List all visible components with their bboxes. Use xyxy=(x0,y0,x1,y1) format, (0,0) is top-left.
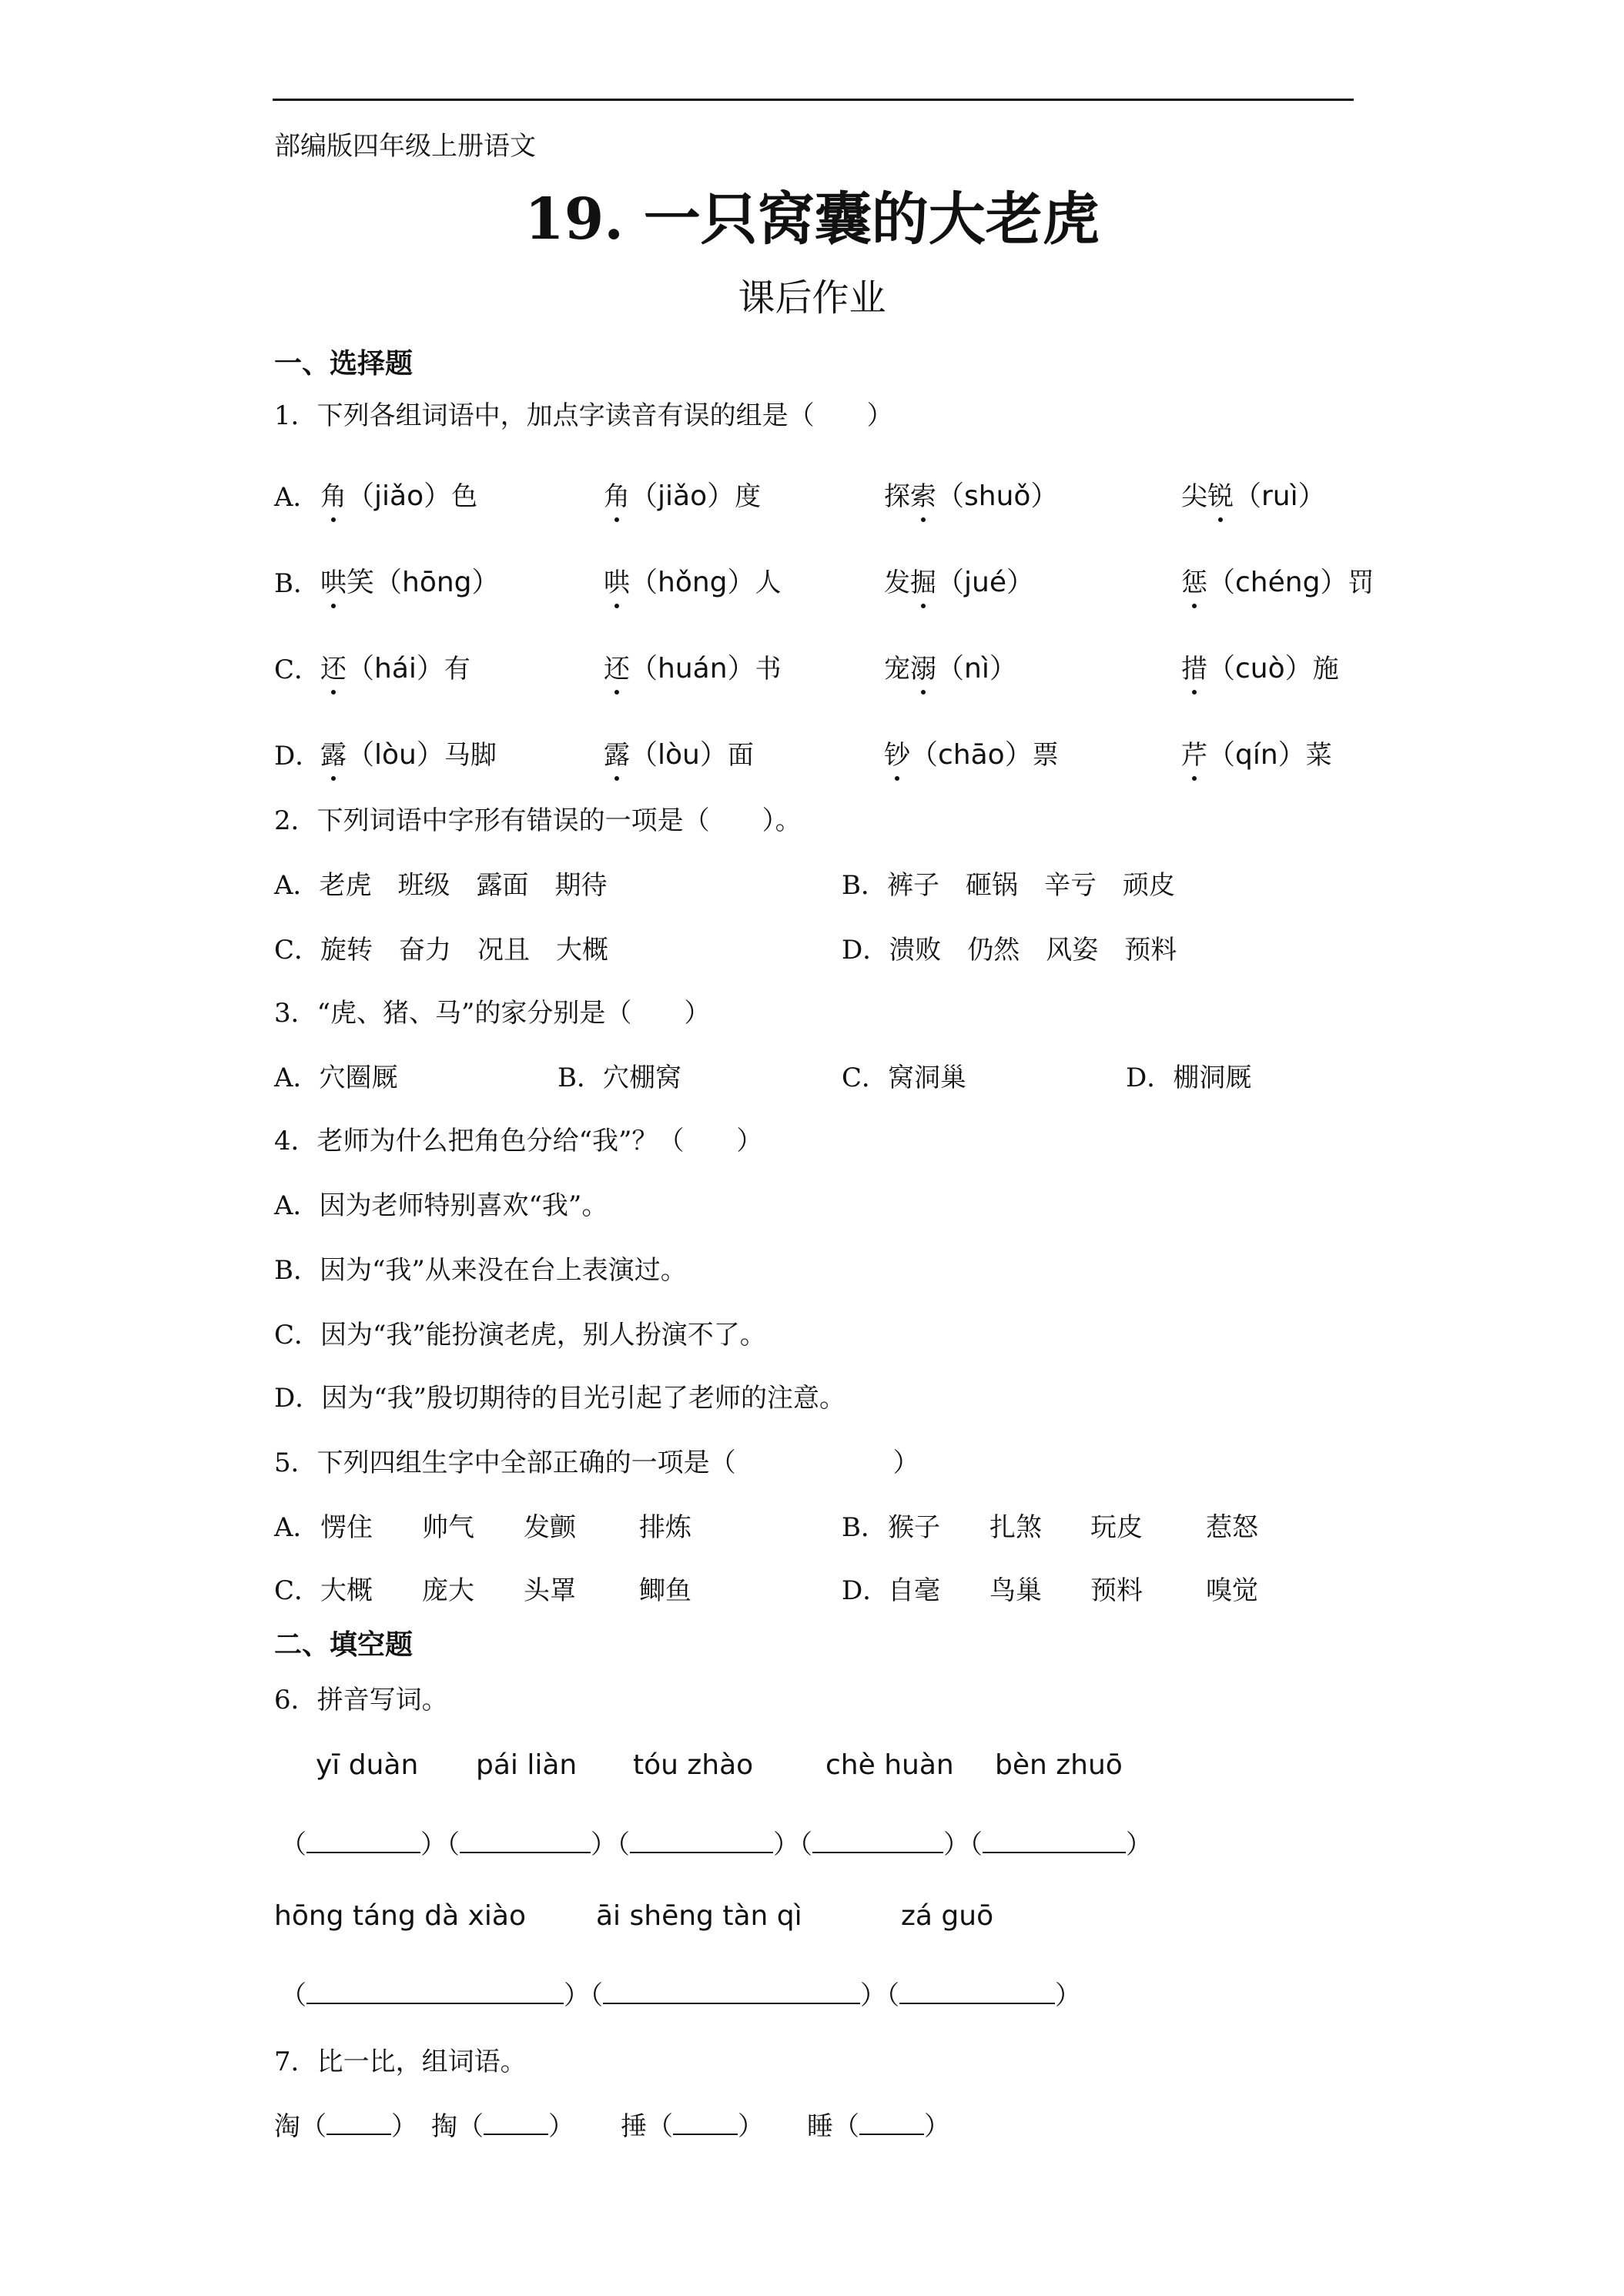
compare-item xyxy=(274,2105,417,2143)
paren-close: ）（ xyxy=(564,1980,603,2011)
option-word: 头罩 xyxy=(524,1575,576,1606)
pinyin-reading: （lòu） xyxy=(630,739,728,771)
option-label: B． xyxy=(274,568,320,599)
option-word: 排炼 xyxy=(639,1512,691,1543)
option-word: 鲫鱼 xyxy=(639,1575,691,1606)
question-5-stem: 5．下列四组生字中全部正确的一项是（ ） xyxy=(274,1448,919,1478)
answer-blank[interactable] xyxy=(326,2110,391,2135)
pinyin-prompt: yī duàn xyxy=(316,1749,419,1781)
option-word: 发颤 xyxy=(524,1512,576,1543)
option-label: D． xyxy=(274,741,322,771)
pinyin-reading: （hái） xyxy=(347,653,444,684)
dotted-character: 还 xyxy=(320,648,347,685)
option-word: 帅气 xyxy=(422,1512,474,1543)
pinyin-reading: （chāo） xyxy=(910,739,1033,771)
compare-item xyxy=(807,2105,950,2143)
section-heading-choice: 一、选择题 xyxy=(274,347,414,380)
item-suffix: 度 xyxy=(735,481,762,512)
question-3-option-c: C．窝洞巢 xyxy=(842,1063,967,1093)
answer-blank[interactable] xyxy=(306,1829,420,1853)
pinyin-reading: （chéng） xyxy=(1207,567,1348,598)
doc-header: 部编版四年级上册语文 xyxy=(274,131,536,162)
paren-close: ）（ xyxy=(420,1829,460,1860)
pinyin-reading: （hǒng） xyxy=(630,567,755,598)
compare-item xyxy=(431,2105,574,2143)
item-suffix: 书 xyxy=(755,654,782,684)
pronunciation-item xyxy=(1181,733,1332,772)
pinyin-prompt: chè huàn xyxy=(825,1749,954,1781)
dotted-character: 掘 xyxy=(910,561,936,599)
option-word: 惹怒 xyxy=(1206,1512,1258,1543)
compare-character: 掏 xyxy=(431,2111,457,2142)
item-prefix: 探 xyxy=(884,481,910,512)
paren-open: （ xyxy=(457,2111,484,2142)
pronunciation-item xyxy=(1181,561,1374,600)
question-2-option-c: C．旋转 奋力 况且 大概 xyxy=(274,935,609,966)
question-3-option-a: A．穴圈厩 xyxy=(274,1063,398,1093)
pronunciation-item xyxy=(884,733,1059,772)
question-4-stem: 4．老师为什么把角色分给“我”？（ ） xyxy=(274,1126,763,1156)
page-title: 19. 一只窝囊的大老虎 xyxy=(524,186,1100,253)
pinyin-prompt: tóu zhào xyxy=(633,1749,754,1781)
dotted-character: 角 xyxy=(604,475,630,513)
answer-blank[interactable] xyxy=(983,1829,1126,1853)
pinyin-prompt: hōng táng dà xiào xyxy=(274,1900,526,1932)
pinyin-reading: （huán） xyxy=(630,653,755,684)
top-rule xyxy=(273,99,1354,101)
answer-blank[interactable] xyxy=(460,1829,591,1853)
pronunciation-item xyxy=(604,647,782,686)
question-7-stem: 7．比一比，组词语。 xyxy=(274,2047,527,2077)
item-suffix: 人 xyxy=(755,567,782,598)
pinyin-prompt: bèn zhuō xyxy=(995,1749,1123,1781)
pinyin-reading: （cuò） xyxy=(1207,653,1313,684)
item-suffix: 罚 xyxy=(1348,567,1375,598)
option-label: A． xyxy=(274,1512,320,1543)
pronunciation-item xyxy=(320,647,470,686)
paren-open: （ xyxy=(280,1829,306,1860)
paren-close: ）（ xyxy=(943,1829,983,1860)
dotted-character: 角 xyxy=(320,475,347,513)
item-prefix: 宠 xyxy=(884,654,910,684)
option-label: B． xyxy=(842,1512,887,1543)
paren-close: ）（ xyxy=(773,1829,812,1860)
paren-open: （ xyxy=(833,2111,859,2142)
dotted-character: 还 xyxy=(604,648,630,685)
dotted-character: 钞 xyxy=(884,734,910,771)
question-3-stem: 3．“虎、猪、马”的家分别是（ ） xyxy=(274,998,711,1029)
item-suffix: 马脚 xyxy=(444,740,497,771)
answer-blank[interactable] xyxy=(484,2110,548,2135)
option-word: 自毫 xyxy=(888,1575,940,1606)
item-prefix: 尖 xyxy=(1181,481,1207,512)
item-suffix: 票 xyxy=(1032,740,1059,771)
pronunciation-item xyxy=(1181,647,1339,686)
pinyin-reading: （ruì） xyxy=(1234,480,1326,512)
pronunciation-item xyxy=(320,561,500,600)
paren-close: ）（ xyxy=(860,1980,899,2011)
question-2-stem: 2．下列词语中字形有错误的一项是（ ）。 xyxy=(274,805,802,836)
dotted-character: 惩 xyxy=(1181,561,1207,599)
question-4-option-a: A．因为老师特别喜欢“我”。 xyxy=(274,1190,608,1221)
pronunciation-item xyxy=(884,474,1058,514)
section-heading-fill: 二、填空题 xyxy=(274,1628,414,1661)
question-2-option-d: D．溃败 仍然 风姿 预料 xyxy=(842,935,1177,966)
dotted-character: 措 xyxy=(1181,648,1207,685)
compare-character: 睡 xyxy=(807,2111,833,2142)
dotted-character: 溺 xyxy=(910,648,936,685)
item-suffix: 施 xyxy=(1312,654,1339,684)
dotted-character: 哄 xyxy=(320,561,347,599)
dotted-character: 芹 xyxy=(1181,734,1207,771)
pinyin-reading: 笑（hōng） xyxy=(347,567,500,598)
paren-close: ） xyxy=(391,2111,417,2142)
question-4-option-b: B．因为“我”从来没在台上表演过。 xyxy=(274,1255,687,1286)
question-3-option-b: B．穴棚窝 xyxy=(558,1063,681,1093)
option-word: 预料 xyxy=(1090,1575,1143,1606)
pinyin-reading: （jiǎo） xyxy=(630,480,735,512)
option-label: A． xyxy=(274,482,320,513)
option-word: 猴子 xyxy=(888,1512,940,1543)
answer-blank[interactable] xyxy=(859,2110,924,2135)
question-2-option-b: B．裤子 砸锅 辛亏 顽皮 xyxy=(842,870,1175,901)
question-6-stem: 6．拼音写词。 xyxy=(274,1685,448,1715)
paren-close: ） xyxy=(1126,1829,1152,1860)
pinyin-reading: （lòu） xyxy=(347,739,444,771)
pinyin-prompt: āi shēng tàn qì xyxy=(596,1900,802,1932)
paren-close: ）（ xyxy=(591,1829,630,1860)
option-label: C． xyxy=(274,654,321,685)
option-label: D． xyxy=(842,1575,889,1606)
compare-character: 捶 xyxy=(621,2111,647,2142)
paren-close: ） xyxy=(738,2111,764,2142)
option-word: 扎煞 xyxy=(989,1512,1042,1543)
pinyin-reading: （shuǒ） xyxy=(936,480,1059,512)
paren-close: ） xyxy=(924,2111,950,2142)
pinyin-reading: （jiǎo） xyxy=(347,480,452,512)
paren-open: （ xyxy=(280,1980,306,2011)
dotted-character: 锐 xyxy=(1207,475,1234,513)
paren-open: （ xyxy=(300,2111,326,2142)
answer-blank[interactable] xyxy=(603,1980,860,2004)
compare-item xyxy=(621,2105,764,2143)
option-label: C． xyxy=(274,1575,321,1606)
pronunciation-item xyxy=(884,561,1034,600)
paren-close: ） xyxy=(1055,1980,1081,2011)
dotted-character: 露 xyxy=(604,734,630,771)
pronunciation-item xyxy=(1181,474,1326,514)
pronunciation-item xyxy=(604,733,754,772)
answer-blank[interactable] xyxy=(899,1980,1055,2004)
pronunciation-item xyxy=(884,647,1017,686)
item-suffix: 色 xyxy=(451,481,478,512)
item-suffix: 面 xyxy=(727,740,754,771)
compare-character: 淘 xyxy=(274,2111,300,2142)
option-word: 玩皮 xyxy=(1090,1512,1143,1543)
question-6-blank-row-2 xyxy=(280,1974,1081,2012)
dotted-character: 索 xyxy=(910,475,936,513)
answer-blank[interactable] xyxy=(812,1829,943,1853)
option-word: 庞大 xyxy=(422,1575,474,1606)
item-prefix: 发 xyxy=(884,567,910,598)
dotted-character: 露 xyxy=(320,734,347,771)
pinyin-prompt: zá guō xyxy=(901,1900,994,1932)
option-word: 大概 xyxy=(320,1575,373,1606)
answer-blank[interactable] xyxy=(630,1829,773,1853)
paren-close: ） xyxy=(548,2111,574,2142)
pronunciation-item xyxy=(604,474,761,514)
question-2-option-a: A．老虎 班级 露面 期待 xyxy=(274,870,608,901)
item-suffix: 菜 xyxy=(1305,740,1332,771)
question-3-option-d: D．棚洞厩 xyxy=(1126,1063,1252,1093)
paren-open: （ xyxy=(647,2111,673,2142)
option-word: 嗅觉 xyxy=(1206,1575,1258,1606)
page-subtitle: 课后作业 xyxy=(738,276,886,320)
item-suffix: 有 xyxy=(444,654,470,684)
option-word: 鸟巢 xyxy=(989,1575,1042,1606)
answer-blank[interactable] xyxy=(673,2110,738,2135)
question-4-option-c: C．因为“我”能扮演老虎，别人扮演不了。 xyxy=(274,1320,766,1350)
pinyin-prompt: pái liàn xyxy=(476,1749,578,1781)
question-4-option-d: D．因为“我”殷切期待的目光引起了老师的注意。 xyxy=(274,1383,846,1414)
question-6-blank-row-1 xyxy=(280,1823,1152,1861)
pinyin-reading: （nì） xyxy=(936,653,1017,684)
answer-blank[interactable] xyxy=(306,1980,564,2004)
pinyin-reading: （jué） xyxy=(936,567,1034,598)
pronunciation-item xyxy=(320,733,497,772)
pronunciation-item xyxy=(320,474,477,514)
dotted-character: 哄 xyxy=(604,561,630,599)
option-word: 愣住 xyxy=(320,1512,373,1543)
pinyin-reading: （qín） xyxy=(1207,739,1306,771)
pronunciation-item xyxy=(604,561,782,600)
question-1-stem: 1．下列各组词语中，加点字读音有误的组是（ ） xyxy=(274,400,893,431)
